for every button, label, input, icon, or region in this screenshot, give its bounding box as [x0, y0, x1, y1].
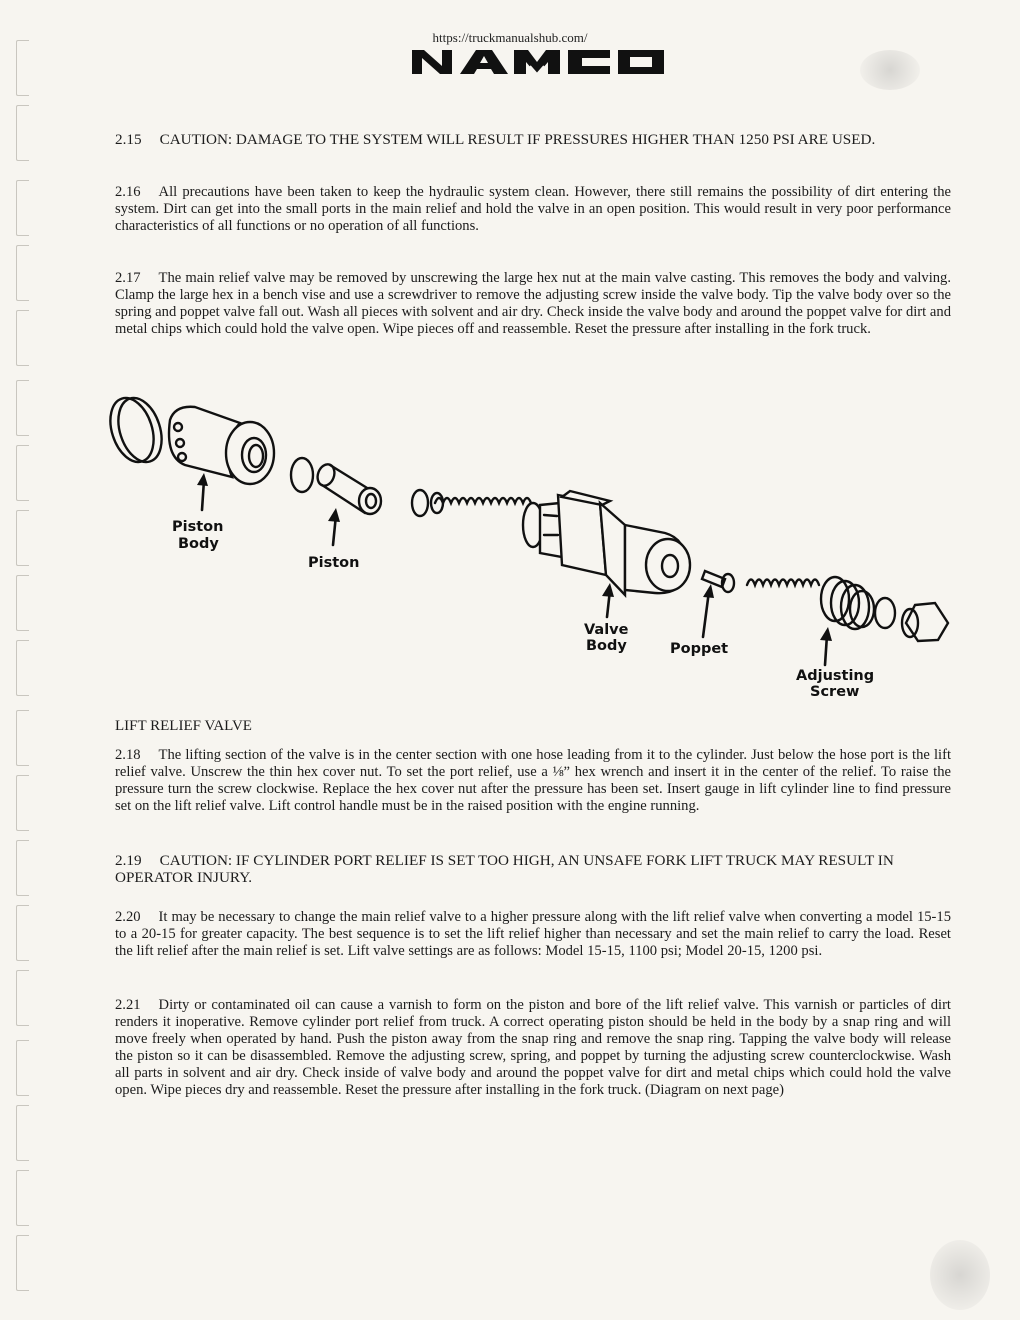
piston-body — [169, 407, 274, 484]
paragraph-number: 2.19 — [115, 852, 142, 869]
paragraph-2-20 — [115, 909, 951, 960]
paragraph-text: CAUTION: IF CYLINDER PORT RELIEF IS SET TOO HIGH, AN UNSAFE FORK LIFT TRUCK MAY RESULT IN OPERATOR INJURY. — [115, 852, 894, 886]
spring — [431, 493, 531, 513]
paragraph-number: 2.17 — [115, 270, 141, 286]
relief-valve-exploded-diagram — [100, 385, 980, 715]
o-ring — [412, 490, 428, 516]
adjusting-screw — [821, 577, 948, 641]
valve-body — [523, 491, 690, 595]
paragraph-2-19 — [115, 852, 951, 886]
paragraph-2-15 — [115, 131, 951, 148]
label-piston: Piston — [308, 555, 360, 571]
paragraph-text: CAUTION: DAMAGE TO THE SYSTEM WILL RESULT IF PRESSURES HIGHER THAN 1250 PSI ARE USED. — [159, 131, 876, 148]
paragraph-2-16 — [115, 184, 951, 235]
paragraph-number: 2.18 — [115, 747, 141, 763]
paragraph-number: 2.20 — [115, 909, 141, 925]
o-ring-pair — [103, 392, 169, 467]
paragraph-number: 2.15 — [115, 131, 142, 148]
paragraph-text: It may be necessary to change the main relief valve to a higher pressure along with the lift relief valve when converting a model 15-15 to a 20-15 for greater capacity. The best sequence is to set the lift relief higher than necessary and set the main relief to carry the load. Reset the lift relief after the main relief is set. Lift valve settings are as follows: Model 15-15, 1100 psi; Model 20-15, 1200 psi. — [115, 909, 951, 959]
label-piston-body: Body — [178, 536, 219, 552]
label-poppet: Poppet — [670, 641, 729, 657]
poppet — [702, 571, 734, 592]
paper-smudge — [860, 50, 920, 90]
paragraph-number: 2.16 — [115, 184, 141, 200]
paragraph-2-21 — [115, 997, 951, 1099]
paragraph-2-18 — [115, 747, 951, 815]
label-piston-body: Piston — [172, 519, 224, 535]
label-adjusting-screw: Screw — [810, 684, 860, 700]
paragraph-text: The main relief valve may be removed by unscrewing the large hex nut at the main valve casting. This removes the body and valving. Clamp the large hex in a bench vise and use a screwdriver to remove the adjusting screw inside the valve body. Tip the valve body over so the spring and poppet valve fall out. Wash all pieces with solvent and air dry. Check inside the valve body and around the poppet valve for dirt and metal chips which could hold the valve open. Wipe pieces off and reassemble. Reset the pressure after installing in the fork truck. — [115, 270, 951, 337]
piston — [315, 462, 381, 514]
paragraph-2-17 — [115, 270, 951, 338]
label-adjusting-screw: Adjusting — [796, 668, 875, 684]
section-heading: LIFT RELIEF VALVE — [115, 718, 252, 734]
paper-smudge — [930, 1240, 990, 1310]
adjusting-spring — [747, 580, 819, 586]
source-url: https://truckmanualshub.com/ — [432, 30, 588, 45]
paragraph-text: All precautions have been taken to keep the hydraulic system clean. However, there still remains the possibility of dirt entering the system. Dirt can get into the small ports in the main relief and hold the valve in an open position. This would result in very poor performance characteristics of all functions or no operation of all functions. — [115, 184, 951, 234]
paragraph-text: The lifting section of the valve is in the center section with one hose leading from it to the cylinder. Just below the hose port is the lift relief valve. Unscrew the thin hex cover nut. To set the port relief, use a ⅛” hex wrench and insert it in the center of the relief. To raise the pressure turn the screw clockwise. Replace the hex cover nut after the pressure has been set. Insert gauge in lift cylinder line to find pressure set on the lift relief valve. Lift control handle must be in the raised position with the engine running. — [115, 747, 951, 814]
namco-logo — [410, 48, 668, 76]
label-valve-body: Valve — [584, 622, 629, 638]
arrow — [703, 591, 709, 637]
label-valve-body: Body — [586, 638, 627, 654]
paragraph-number: 2.21 — [115, 997, 141, 1013]
snap-ring — [291, 458, 313, 492]
paragraph-text: Dirty or contaminated oil can cause a varnish to form on the piston and bore of the lift relief valve. This varnish or particles of dirt renders it inoperative. Remove cylinder port relief from truck. A correct operating piston should be held in the body by a snap ring and will move freely when operated by hand. Push the piston away from the snap ring and remove the snap ring. Tapping the valve body will release the piston so it can be disassembled. Remove the adjusting screw, spring, and poppet by turning the adjusting screw counterclockwise. Wash all parts in solvent and air dry. Check inside of valve body and around the poppet valve for dirt and metal chips which could hold the valve open. Wipe pieces dry and reassemble. Reset the pressure after installing in the fork truck. (Diagram on next page) — [115, 997, 951, 1098]
